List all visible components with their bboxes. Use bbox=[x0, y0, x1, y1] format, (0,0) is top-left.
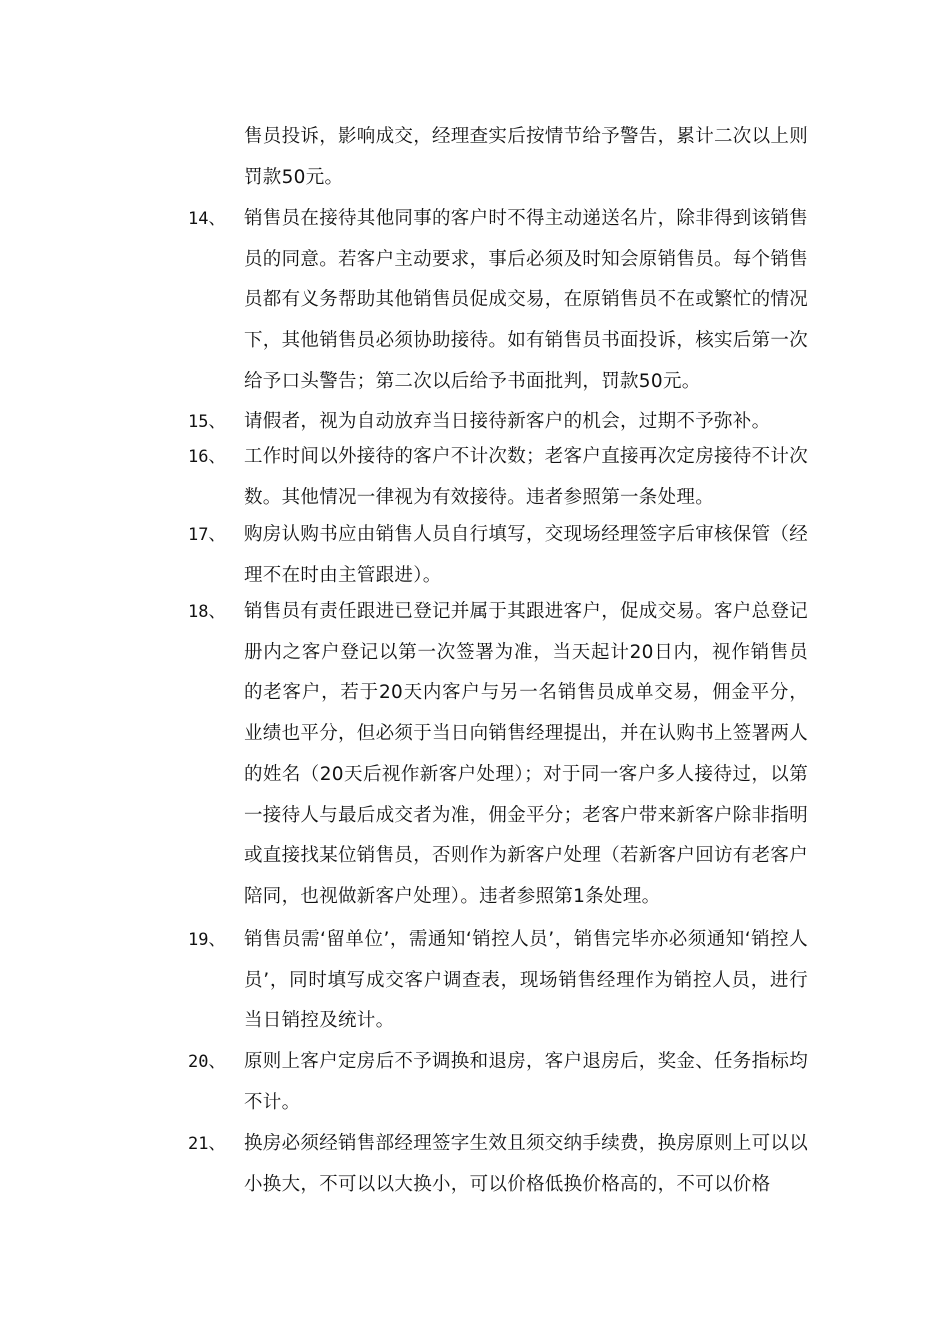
clause-number: 19、 bbox=[188, 930, 226, 950]
clause-text: 销售员在接待其他同事的客户时不得主动递送名片，除非得到该销售员的同意。若客户主动要求，事后必须及时知会原销售员。每个销售员都有义务帮助其他销售员促成交易，在原销售员不在或繁忙的情况下，其他销售员必须协助接待。如有销售员书面投诉，核实后第一次给予口头警告；第二次以后给予书面批判，罚款50元。 bbox=[244, 208, 809, 392]
clause-number: 20、 bbox=[188, 1052, 226, 1072]
clause-number: 16、 bbox=[188, 447, 226, 467]
clause-text: 售员投诉，影响成交，经理查实后按情节给予警告，累计二次以上则罚款50元。 bbox=[244, 126, 809, 188]
clause-text: 换房必须经销售部经理签字生效且须交纳手续费，换房原则上可以以小换大，不可以以大换小，可以价格低换价格高的，不可以价格 bbox=[244, 1133, 809, 1195]
clause-text: 请假者，视为自动放弃当日接待新客户的机会，过期不予弥补。 bbox=[244, 411, 771, 432]
clause-number: 17、 bbox=[188, 525, 226, 545]
clause-text: 工作时间以外接待的客户不计次数；老客户直接再次定房接待不计次数。其他情况一律视为有效接待。违者参照第一条处理。 bbox=[244, 446, 809, 508]
clause-text: 销售员需‘留单位’，需通知‘销控人员’，销售完毕亦必须通知‘销控人员’，同时填写成交客户调查表，现场销售经理作为销控人员，进行当日销控及统计。 bbox=[244, 929, 808, 1032]
clause-number: 14、 bbox=[188, 209, 226, 229]
clause-text: 购房认购书应由销售人员自行填写，交现场经理签字后审核保管（经理不在时由主管跟进）。 bbox=[244, 524, 809, 586]
clause-number: 21、 bbox=[188, 1134, 226, 1154]
clause-text: 原则上客户定房后不予调换和退房，客户退房后，奖金、任务指标均不计。 bbox=[244, 1051, 809, 1113]
clause-number: 15、 bbox=[188, 412, 226, 432]
clause-text: 销售员有责任跟进已登记并属于其跟进客户，促成交易。客户总登记册内之客户登记以第一次签署为准，当天起计20日内，视作销售员的老客户，若于20天内客户与另一名销售员成单交易，佣金平分，业绩也平分，但必须于当日向销售经理提出，并在认购书上签署两人的姓名（20天后视作新客户处理）；对于同一客户多人接待过，以第一接待人与最后成交者为准，佣金平分；老客户带来新客户除非指明或直接找某位销售员，否则作为新客户处理（若新客户回访有老客户陪同，也视做新客户处理）。违者参照第1条处理。 bbox=[244, 601, 809, 907]
clause-number: 18、 bbox=[188, 602, 226, 622]
